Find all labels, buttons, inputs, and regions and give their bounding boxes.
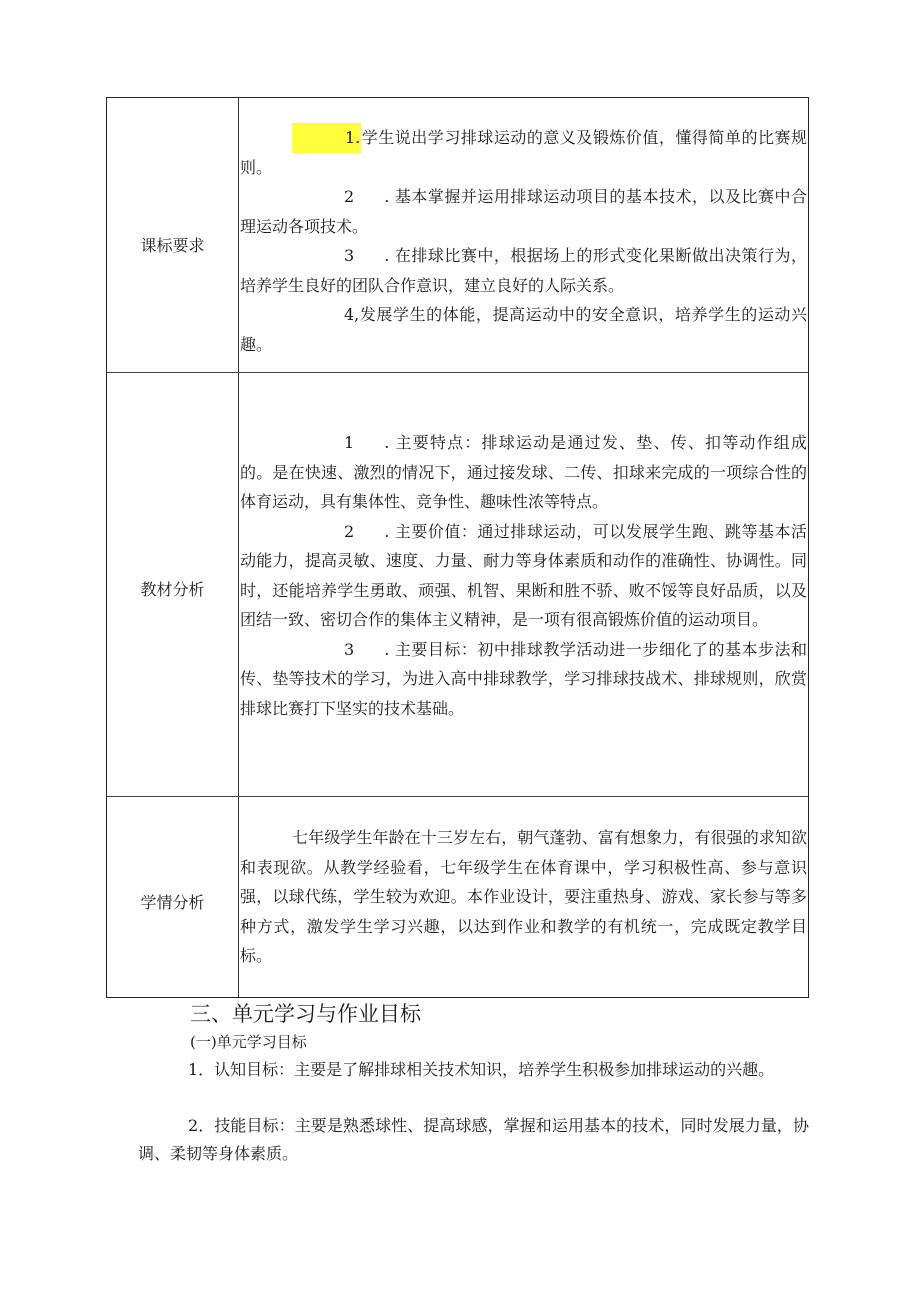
item-text: 学生说出学习排球运动的意义及锻炼价值，懂得简单的比赛规则。 <box>240 128 807 177</box>
item-number: 2 <box>344 521 355 541</box>
item-text: . 在排球比赛中，根据场上的形式变化果断做出决策行为，培养学生良好的团队合作意识，建立良好的人际关系。 <box>240 246 807 295</box>
paragraph: 1．认知目标：主要是了解排球相关技术知识，培养学生积极参加排球运动的兴趣。 <box>188 1060 775 1079</box>
table-row-material <box>107 372 808 797</box>
list-item <box>240 517 807 635</box>
table-row-students <box>107 796 808 999</box>
item-number: 4, <box>344 305 360 324</box>
list-item <box>240 241 807 300</box>
item-number: 2 <box>344 187 355 206</box>
list-item <box>240 123 807 182</box>
row-label: 教材分析 <box>140 580 205 599</box>
info-table <box>106 97 809 998</box>
objective-paragraph <box>138 1112 809 1168</box>
row-content <box>240 823 807 971</box>
item-number: 3 <box>344 246 355 265</box>
item-text: . 基本掌握并运用排球运动项目的基本技术，以及比赛中合理运动各项技术。 <box>240 187 807 236</box>
item-number: 1 <box>344 433 355 452</box>
list-item <box>240 428 807 517</box>
table-row-curriculum <box>107 98 808 372</box>
paragraph: 2．技能目标：主要是熟悉球性、提高球感，掌握和运用基本的技术，同时发展力量，协调、柔韧等身体素质。 <box>138 1116 809 1163</box>
section-heading: 三、单元学习与作业目标 <box>190 1002 421 1026</box>
row-label: 课标要求 <box>140 236 205 255</box>
item-text: . 主要价值：通过排球运动，可以发展学生跑、跳等基本活动能力，提高灵敏、速度、力量、耐力等身体素质和动作的准确性、协调性。同时，还能培养学生勇敢、顽强、机智、果断和胜不骄、败不馁等良好品质，以及团结一致、密切合作的集体主义精神，是一项有很高锻炼价值的运动项目。 <box>240 521 807 629</box>
row-content <box>240 428 807 723</box>
item-text: . 主要目标：初中排球教学活动进一步细化了的基本步法和传、垫等技术的学习，为进入高中排球教学，学习排球技战术、排球规则，欣赏排球比赛打下坚实的技术基础。 <box>240 639 807 718</box>
list-item <box>240 635 807 724</box>
item-text: . 主要特点：排球运动是通过发、垫、传、扣等动作组成的。是在快速、激烈的情况下，通过接发球、二传、扣球来完成的一项综合性的体育运动，具有集体性、竞争性、趣味性浓等特点。 <box>240 433 807 511</box>
item-number: 3 <box>344 639 355 659</box>
list-item <box>240 300 807 359</box>
section-subheading: (一)单元学习目标 <box>190 1033 307 1051</box>
item-number: 1. <box>292 123 361 153</box>
item-text: 发展学生的体能，提高运动中的安全意识，培养学生的运动兴趣。 <box>240 305 807 354</box>
paragraph: 七年级学生年龄在十三岁左右，朝气蓬勃、富有想象力，有很强的求知欲和表现欲。从教学经验看，七年级学生在体育课中，学习积极性高、参与意识强，以球代练，学生较为欢迎。本作业设计，要注重热身、游戏、家长参与等多种方式，激发学生学习兴趣，以达到作业和教学的有机统一，完成既定教学目标。 <box>240 828 807 965</box>
row-label: 学情分析 <box>140 893 205 912</box>
row-content <box>240 123 807 359</box>
list-item <box>240 182 807 241</box>
objective-paragraph <box>138 1056 809 1084</box>
